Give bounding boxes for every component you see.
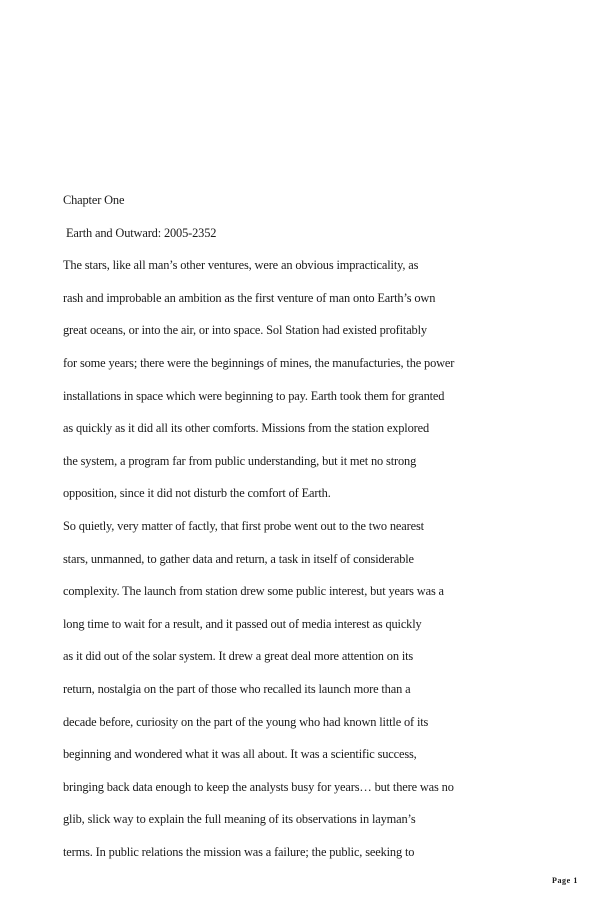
page-number: Page 1 (551, 876, 578, 885)
body-line-6: as quickly as it did all its other comforts. Missions from the station explored (63, 421, 430, 436)
body-line-9: So quietly, very matter of factly, that first probe went out to the two nearest (63, 518, 424, 533)
body-line-15: decade before, curiosity on the part of the young who had known little of its (63, 714, 429, 729)
body-line-10: stars, unmanned, to gather data and return, a task in itself of considerable (63, 551, 414, 566)
body-line-19: terms. In public relations the mission was a failure; the public, seeking to (63, 844, 415, 859)
chapter-subtitle: Earth and Outward: 2005-2352 (66, 225, 217, 240)
chapter-title: Chapter One (63, 193, 125, 207)
body-line-7: the system, a program far from public understanding, but it met no strong (63, 453, 417, 468)
body-line-5: installations in space which were beginning to pay. Earth took them for granted (63, 388, 445, 403)
body-line-2: rash and improbable an ambition as the first venture of man onto Earth’s own (63, 290, 436, 305)
body-line-14: return, nostalgia on the part of those who recalled its launch more than a (63, 681, 411, 696)
body-line-12: long time to wait for a result, and it passed out of media interest as quickly (63, 616, 422, 631)
text-block (63, 192, 563, 876)
body-line-11: complexity. The launch from station drew some public interest, but years was a (63, 584, 444, 599)
body-line-18: glib, slick way to explain the full meaning of its observations in layman’s (63, 812, 416, 827)
body-line-17: bringing back data enough to keep the analysts busy for years… but there was no (63, 779, 454, 794)
body-line-1: The stars, like all man’s other ventures, were an obvious impracticality, as (63, 258, 419, 273)
body-line-4: for some years; there were the beginnings of mines, the manufacturies, the power (63, 355, 455, 370)
body-line-8: opposition, since it did not disturb the comfort of Earth. (63, 486, 331, 501)
body-line-3: great oceans, or into the air, or into space. Sol Station had existed profitably (63, 323, 427, 338)
body-line-16: beginning and wondered what it was all about. It was a scientific success, (63, 747, 417, 762)
body-line-13: as it did out of the solar system. It drew a great deal more attention on its (63, 649, 414, 664)
